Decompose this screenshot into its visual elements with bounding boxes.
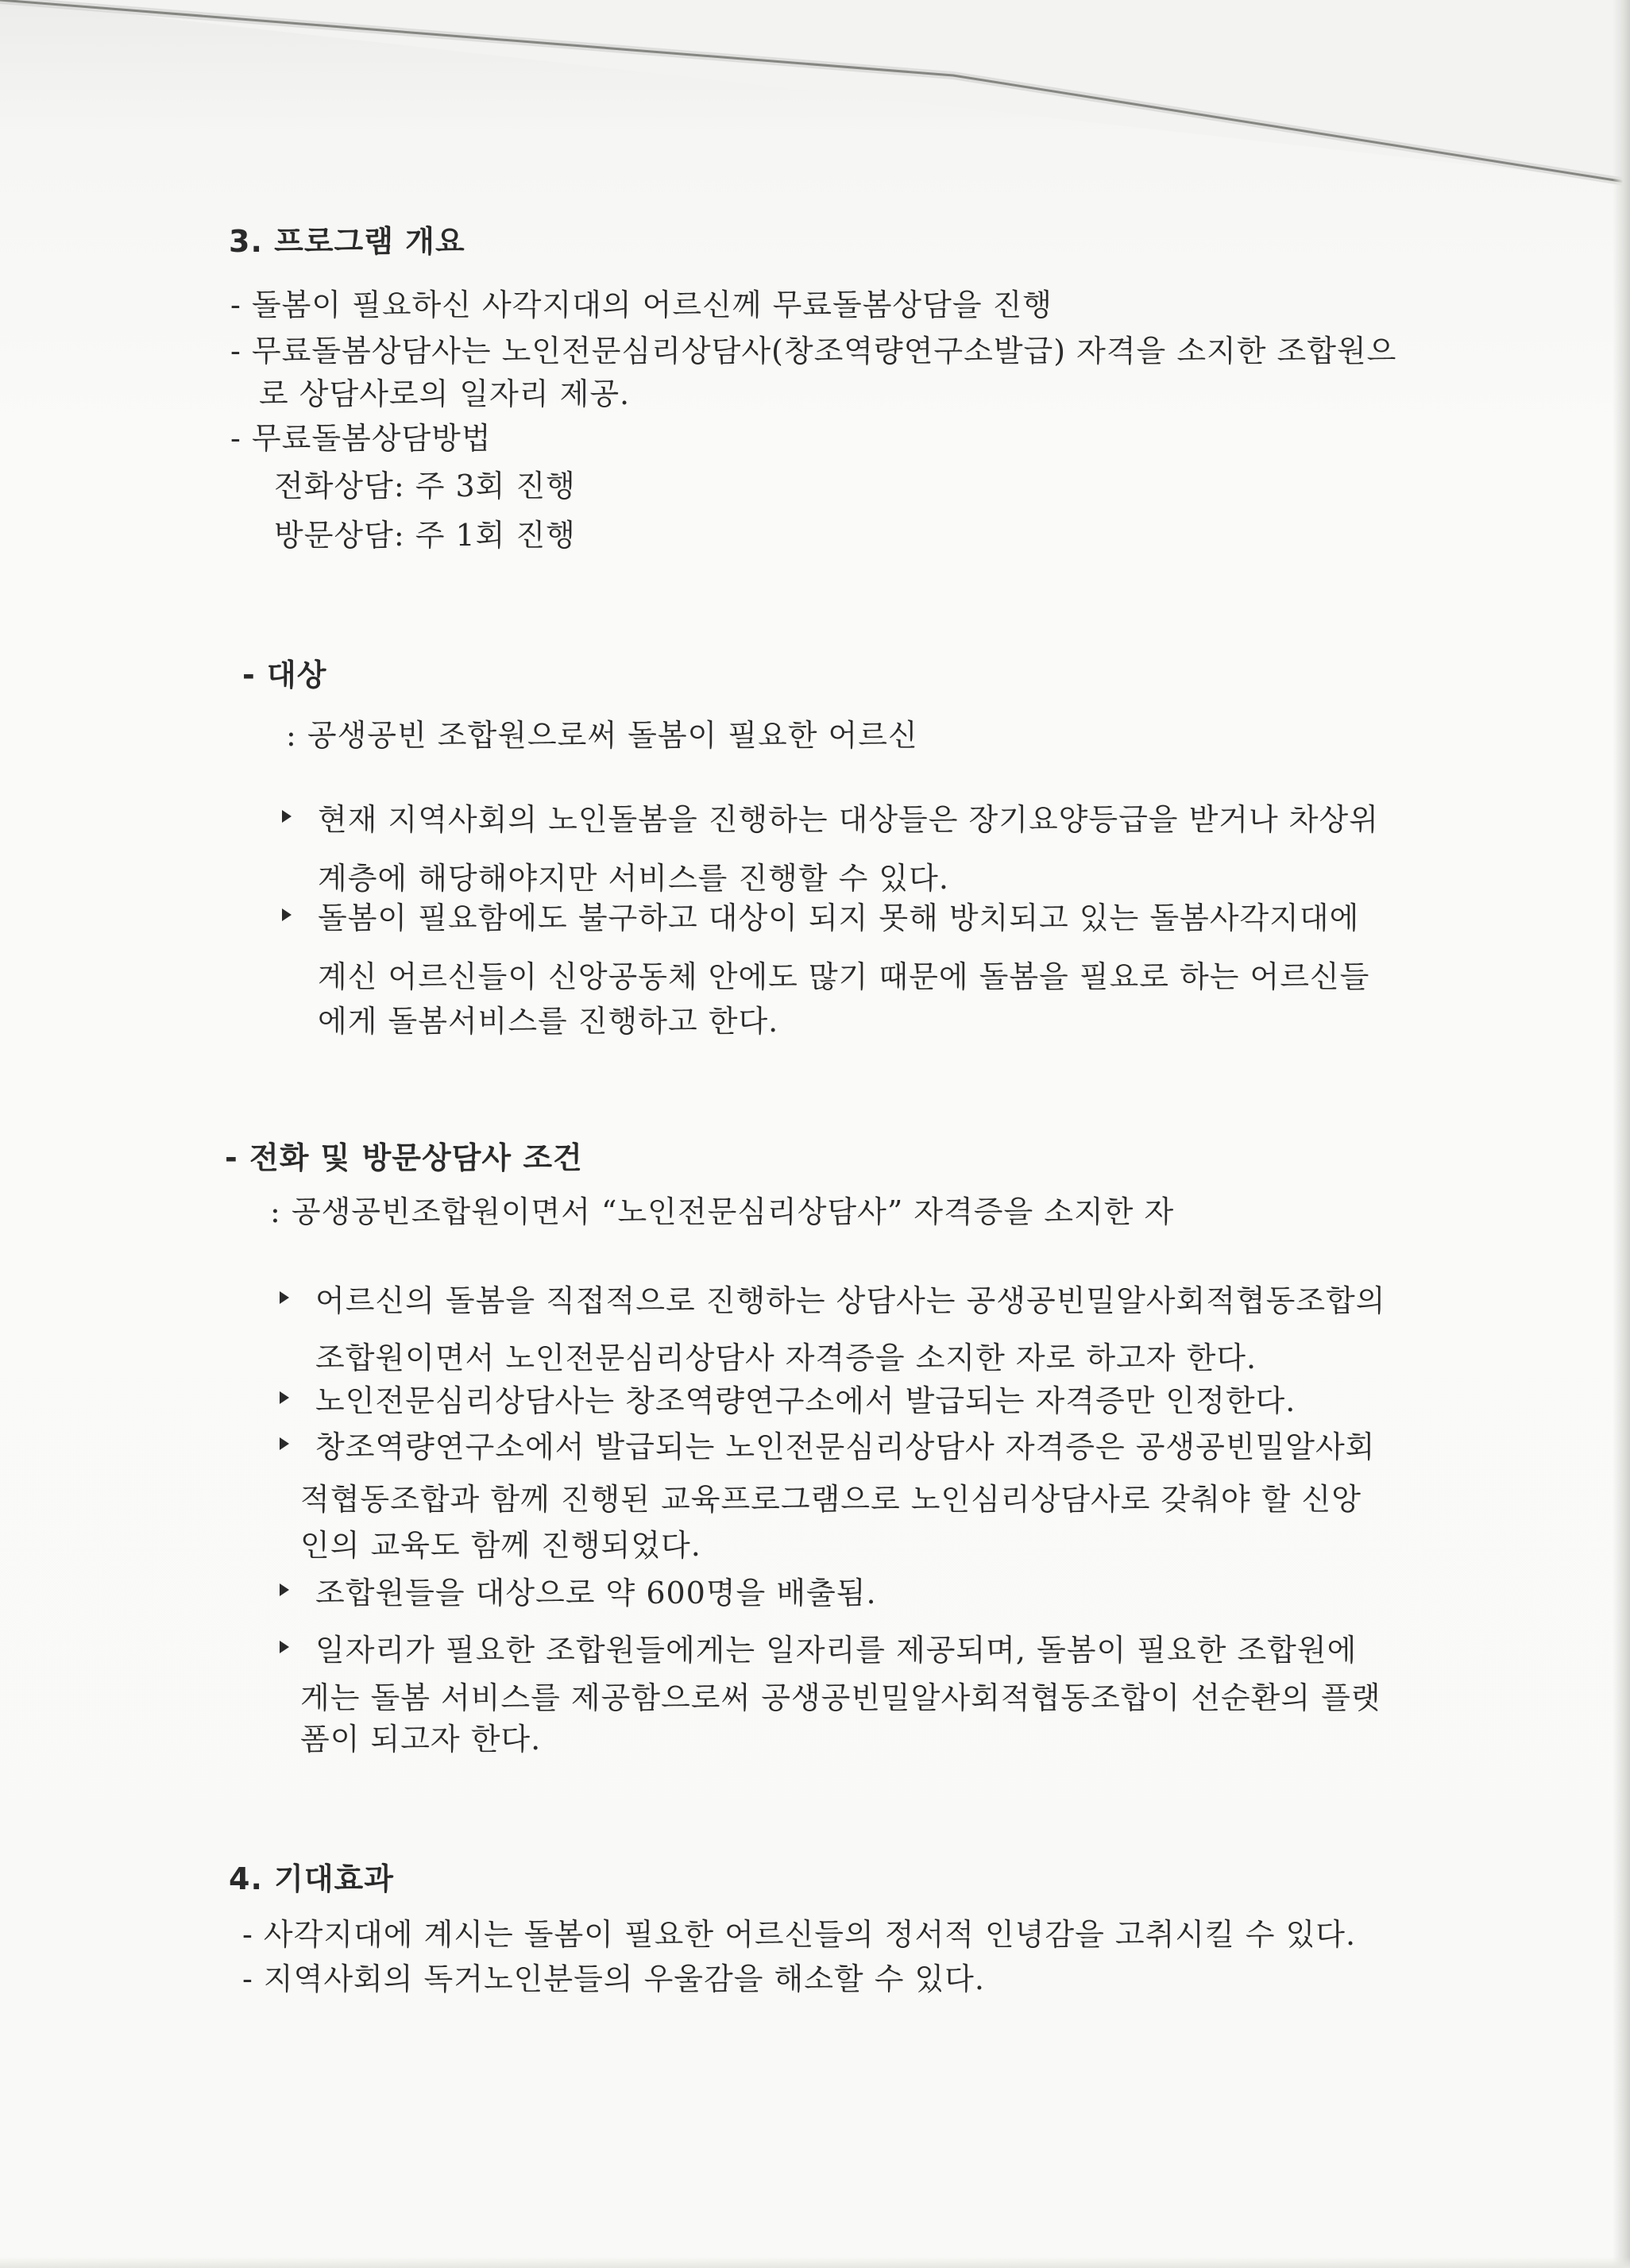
section-4-item: - 사각지대에 계시는 돌봄이 필요한 어르신들의 정서적 인녕감을 고취시킬 수 있다. [242,1917,1357,1952]
counselor-bullet-line: 창조역량연구소에서 발급되는 노인전문심리상담사 자격증은 공생공빈밀알사회 [315,1429,1376,1464]
section-3-item: 방문상담: 주 1회 진행 [274,518,576,553]
counselor-bullet-line: 일자리가 필요한 조합원들에게는 일자리를 제공되며, 돌봄이 필요한 조합원에 [315,1633,1358,1668]
target-desc: : 공생공빈 조합원으로써 돌봄이 필요한 어르신 [286,718,918,753]
counselor-bullet-line: 조합원들을 대상으로 약 600명을 배출됨. [315,1576,877,1610]
counselor-bullet-line: 인의 교육도 함께 진행되었다. [300,1528,701,1563]
section-3-item: - 돌봄이 필요하신 사각지대의 어르신께 무료돌봄상담을 진행 [230,287,1053,322]
section-3-item: - 무료돌봄상담사는 노인전문심리상담사(창조역량연구소발급) 자격을 소지한 조합원으 [230,334,1397,368]
target-title: - 대상 [242,658,327,692]
bullet-icon [282,908,292,921]
counselor-bullet-line: 조합원이면서 노인전문심리상담사 자격증을 소지한 자로 하고자 한다. [315,1340,1257,1375]
counselor-bullet-line: 노인전문심리상담사는 창조역량연구소에서 발급되는 자격증만 인정한다. [315,1383,1296,1418]
section-3-item: - 무료돌봄상담방법 [230,421,492,456]
bullet-icon [280,1291,289,1304]
section-3-item: 전화상담: 주 3회 진행 [274,469,576,503]
bullet-icon [280,1583,289,1596]
section-3-title: 3. 프로그램 개요 [229,224,465,259]
bullet-icon [280,1391,289,1404]
counselor-bullet-line: 게는 돌봄 서비스를 제공함으로써 공생공빈밀알사회적협동조합이 선순환의 플랫 [300,1680,1381,1715]
target-bullet-line: 계층에 해당해야지만 서비스를 진행할 수 있다. [318,861,949,896]
target-bullet-line: 에게 돌봄서비스를 진행하고 한다. [318,1004,779,1039]
counselor-bullet-line: 어르신의 돌봄을 직접적으로 진행하는 상담사는 공생공빈밀알사회적협동조합의 [315,1283,1386,1318]
paper-fold-shadow [0,0,1630,191]
bullet-icon [280,1641,289,1653]
section-3-item: 로 상담사로의 일자리 제공. [259,376,631,411]
section-4-item: - 지역사회의 독거노인분들의 우울감을 해소할 수 있다. [242,1961,985,1996]
target-bullet-line: 현재 지역사회의 노인돌봄을 진행하는 대상들은 장기요양등급을 받거나 차상위 [318,802,1379,837]
counselor-bullet-line: 적협동조합과 함께 진행된 교육프로그램으로 노인심리상담사로 갖춰야 할 신앙 [300,1482,1362,1517]
paper-right-edge [1613,0,1630,2268]
paper-bottom-edge [0,2257,1630,2268]
section-4-title: 4. 기대효과 [229,1861,394,1896]
counselor-bullet-line: 폼이 되고자 한다. [300,1722,542,1757]
counselor-desc: : 공생공빈조합원이면서 “노인전문심리상담사” 자격증을 소지한 자 [270,1194,1175,1229]
target-bullet-line: 계신 어르신들이 신앙공동체 안에도 많기 때문에 돌봄을 필요로 하는 어르신들 [318,959,1370,994]
bullet-icon [282,810,292,823]
target-bullet-line: 돌봄이 필요함에도 불구하고 대상이 되지 못해 방치되고 있는 돌봄사각지대에 [318,901,1360,935]
bullet-icon [280,1437,289,1450]
counselor-title: - 전화 및 방문상담사 조건 [225,1140,583,1175]
